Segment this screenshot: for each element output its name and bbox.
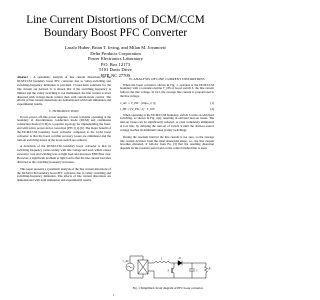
left-column [17, 76, 111, 186]
switch-icon [172, 263, 175, 278]
diode-icon [178, 261, 182, 266]
resistor-icon [205, 263, 208, 278]
affiliation-address-1: 5101 Davis Drive [99, 67, 132, 73]
abstract-label: Abstract [17, 75, 28, 79]
affiliation-box: P.O. Box 12173 [100, 61, 131, 67]
label-load: R [208, 266, 211, 271]
equation-1-number: (1) [210, 100, 214, 105]
equation-2 [120, 108, 214, 112]
equation-2-number: (2) [210, 106, 214, 111]
intro-paragraph-1: In low-power, off-line power supplies, a boost converter operating at the boundary of discontinuous conduction mode (DCM) and continuous conduction mode (CCM) is a popular topology for implementing the front-end with active power-factor correction (PFC) [1]-[6]. The major benefit of the DCM/CCM boundary boost converter compared to the CCM boost converter is that the boost rectifier recovery losses are eliminated and the turn-on switching losses of the boost switch are reduced. [17, 114, 111, 142]
label-switch: S [167, 268, 169, 273]
analysis-paragraph-3: During the resonant interval the line current is not zero, so the average line current deviates from the ideal sinusoidal shape, i.e., the line current becomes distorted. It follows from Eq. (3) that the resulting distortion depends on the resonant period and on the control method that is used. [120, 134, 214, 151]
equation-2-body: i_PK = (V_PK / L) · T_ON [120, 106, 155, 111]
sine-wave-icon [128, 266, 133, 268]
paper-title [20, 14, 211, 40]
label-source: v_AC [122, 259, 130, 263]
affiliation-address-2: RTP, NC 27709 [101, 72, 130, 78]
affiliation-org: Delta Products Corporation [90, 50, 141, 56]
label-inductor: L [161, 256, 163, 261]
affiliation-unit: Power Electronics Laboratory [87, 56, 144, 62]
figure-caption: Fig. 1 Simplified circuit diagram of PFC boost converter. [132, 286, 204, 290]
equation-1-body: v_AC = V_PK · |sin(ω_L t)| [120, 100, 156, 105]
right-column [120, 76, 214, 154]
capacitor-icon [189, 263, 195, 278]
intro-paragraph-3: This paper presents a systematic analysis of the line current distortions of the DCM/CCM boundary boost PFC converter due to valley switching and switching-frequency limitation. The effects of line current distortions are demonstrated with both simulation and experimental results. [17, 166, 111, 183]
analysis-paragraph-1: When the boost converter, shown in Fig. 1, operates at the DCM/CCM boundary with a constant on-time T_ON of boost switch S, the line current follows the line voltage. In fact, the average line current is proportional to the line voltage. [120, 82, 214, 99]
section-heading-introduction: I. INTRODUCTION [49, 108, 79, 113]
inductor-icon [154, 262, 170, 264]
circuit-diagram [122, 250, 214, 284]
intro-paragraph-2: A drawback of the DCM/CCM boundary boost converter is that its switching frequency varies widely with line voltage and load, which causes excessive core and winding loss at light load and increases EMI filter size. However, a significant problem at light load is that the line current becomes distorted as the switching frequency increases. [17, 144, 111, 165]
equation-1 [120, 102, 214, 106]
author-block [40, 45, 191, 79]
label-diode: D [178, 256, 181, 260]
abstract-text: – A systematic analysis of line current distortions of the DCM/CCM boundary boost PFC converter due to valley-switching and switching-frequency limitation is provided. Closed-form solutions for the line current are derived. It is shown that if the switching frequency is limited and the valley switching is not maintained, the line current is more distorted with voltage-mode control than with current-mode control. The effects of line current distortions are demonstrated with both simulation and experimental results. [17, 75, 111, 107]
author-names: Laszlo Huber, Brian T. Irving, and Milan M. Jovanović [64, 45, 167, 50]
page-number: 1 [113, 293, 115, 297]
abstract [17, 76, 111, 107]
title-line-1: Line Current Distortions of DCM/CCM [26, 14, 205, 26]
label-capacitor: C [196, 268, 199, 273]
section-heading-analysis: II. ANALYSIS OF LINE CURRENT DISTORTIONS [129, 76, 205, 81]
title-line-2: Boundary Boost PFC Converter [43, 27, 188, 39]
analysis-paragraph-2: When operating at the DCM/CCM boundary, switch S turns on with hard switching, as shown in Fig. 2(a), resulting in elevated turn-on losses. The turn-on losses can be significantly reduced, or even completely eliminated at low line, by delaying the turn-on of switch S until the drain-to-source voltage reaches its minimum value (valley switching). [120, 112, 214, 133]
